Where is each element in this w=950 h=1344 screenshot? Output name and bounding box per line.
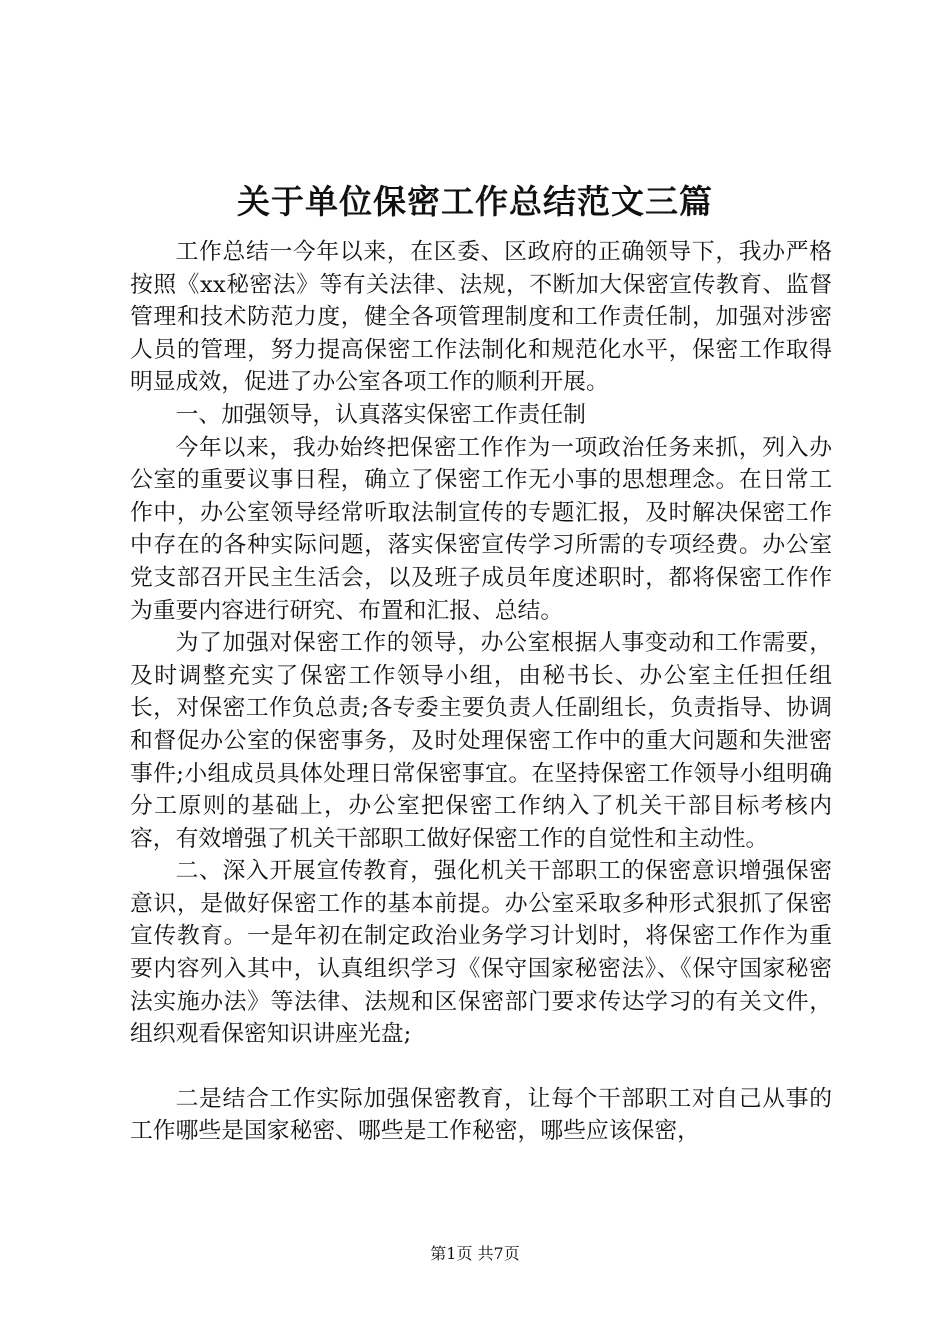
paragraph-intro: 工作总结一今年以来，在区委、区政府的正确领导下，我办严格按照《xx秘密法》等有关法律、法规，不断加大保密宣传教育、监督管理和技术防范力度，健全各项管理制度和工作责任制，加强对涉密人员的管理，努力提高保密工作法制化和规范化水平，保密工作取得明显成效，促进了办公室各项工作的顺利开展。	[130, 239, 832, 396]
paragraph-leadership-group: 为了加强对保密工作的领导，办公室根据人事变动和工作需要，及时调整充实了保密工作领导小组，由秘书长、办公室主任担任组长，对保密工作负总责;各专委主要负责人任副组长，负责指导、协调和督促办公室的保密事务，及时处理保密工作中的重大问题和失泄密事件;小组成员具体处理日常保密事宜。在坚持保密工作领导小组明确分工原则的基础上，办公室把保密工作纳入了机关干部目标考核内容，有效增强了机关干部职工做好保密工作的自觉性和主动性。	[130, 630, 832, 852]
page-footer: 第1页 共7页	[430, 1244, 520, 1263]
document-title: 关于单位保密工作总结范文三篇	[237, 182, 713, 221]
paragraph-education: 二、深入开展宣传教育，强化机关干部职工的保密意识增强保密意识，是做好保密工作的基本前提。办公室采取多种形式狠抓了保密宣传教育。一是年初在制定政治业务学习计划时，将保密工作作为重要内容列入其中，认真组织学习《保守国家秘密法》、《保守国家秘密法实施办法》等法律、法规和区保密部门要求传达学习的有关文件，组织观看保密知识讲座光盘;	[130, 858, 832, 1048]
paragraph-leadership: 今年以来，我办始终把保密工作作为一项政治任务来抓，列入办公室的重要议事日程，确立了保密工作无小事的思想理念。在日常工作中，办公室领导经常听取法制宣传的专题汇报，及时解决保密工作中存在的各种实际问题，落实保密宣传学习所需的专项经费。办公室党支部召开民主生活会，以及班子成员年度述职时，都将保密工作作为重要内容进行研究、布置和汇报、总结。	[130, 434, 832, 624]
document-body	[130, 236, 832, 1148]
section-heading-1: 一、加强领导，认真落实保密工作责任制	[175, 401, 586, 428]
paragraph-education-2: 二是结合工作实际加强保密教育，让每个干部职工对自己从事的工作哪些是国家秘密、哪些是工作秘密，哪些应该保密，	[130, 1085, 832, 1145]
